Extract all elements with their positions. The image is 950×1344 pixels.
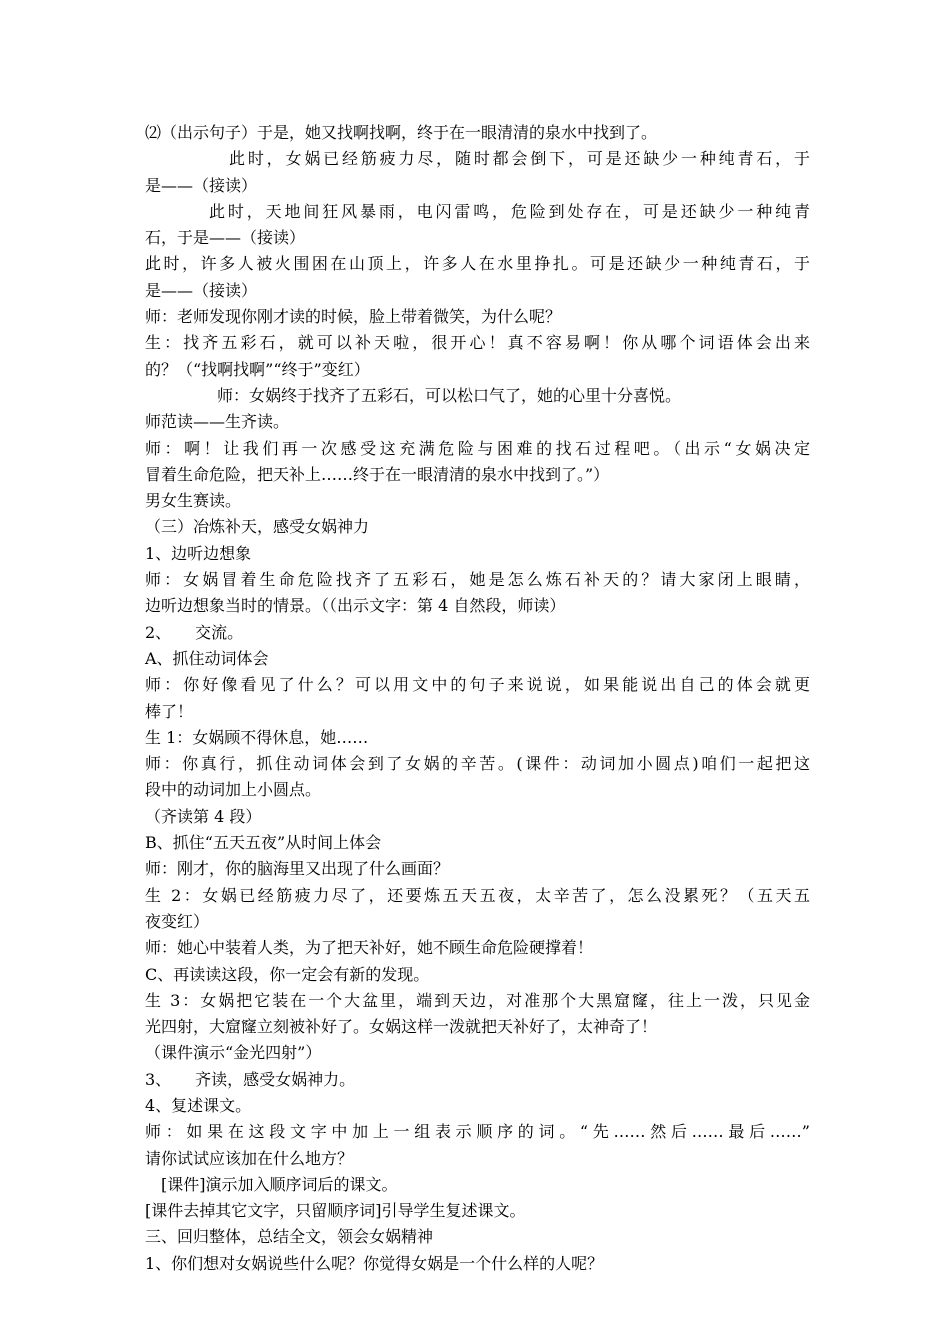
text-line: （齐读第 4 段） bbox=[145, 806, 262, 826]
text-line: 请你试试应该加在什么地方？ bbox=[145, 1148, 354, 1168]
text-line: [课件]演示加入顺序词后的课文。 bbox=[161, 1174, 398, 1194]
text-line: 此时，许多人被火围困在山顶上，许多人在水里挣扎。可是还缺少一种纯青石，于 bbox=[145, 254, 810, 274]
text-line: 此时，天地间狂风暴雨，电闪雷鸣，危险到处存在，可是还缺少一种纯青 bbox=[209, 201, 810, 221]
text-line: 生 3：女娲把它装在一个大盆里，端到天边，对准那个大黑窟窿，往上一泼，只见金 bbox=[145, 990, 810, 1010]
text-line: 夜变红） bbox=[145, 911, 210, 931]
text-line: 师：如果在这段文字中加上一组表示顺序的词。“先……然后……最后……” bbox=[145, 1122, 810, 1142]
text-line: 生 1：女娲顾不得休息，她…… bbox=[145, 727, 369, 747]
text-line: 师：女娲冒着生命危险找齐了五彩石，她是怎么炼石补天的？请大家闭上眼睛， bbox=[145, 570, 810, 590]
text-line: 3、 齐读，感受女娲神力。 bbox=[145, 1069, 356, 1089]
text-line: 4、复述课文。 bbox=[145, 1095, 252, 1115]
text-line: （三）冶炼补天，感受女娲神力 bbox=[145, 517, 370, 537]
text-line: 师：她心中装着人类，为了把天补好，她不顾生命危险硬撑着！ bbox=[145, 938, 594, 958]
text-line: 棒了！ bbox=[145, 701, 194, 721]
text-line: 的？（“找啊找啊”“终于”变红） bbox=[145, 359, 370, 379]
text-line: 边听边想象当时的情景。（（出示文字：第 4 自然段，师读） bbox=[145, 596, 566, 616]
text-line: A、抓住动词体会 bbox=[145, 648, 269, 668]
text-line: 段中的动词加上小圆点。 bbox=[145, 780, 322, 800]
text-line: 此时，女娲已经筋疲力尽，随时都会倒下，可是还缺少一种纯青石，于 bbox=[229, 149, 810, 169]
text-line: ⑵（出示句子）于是，她又找啊找啊，终于在一眼清清的泉水中找到了。 bbox=[145, 123, 658, 142]
text-line: 师：啊！让我们再一次感受这充满危险与困难的找石过程吧。（出示“女娲决定 bbox=[145, 438, 810, 458]
text-line: C、再读读这段，你一定会有新的发现。 bbox=[145, 964, 430, 984]
text-line: 石，于是——（接读） bbox=[145, 228, 306, 248]
text-line: 1、边听边想象 bbox=[145, 543, 252, 563]
text-line: 师：女娲终于找齐了五彩石，可以松口气了，她的心里十分喜悦。 bbox=[217, 385, 682, 405]
text-line: 师范读——生齐读。 bbox=[145, 412, 290, 432]
document-page bbox=[145, 120, 810, 1277]
text-line: （课件演示“金光四射”） bbox=[145, 1043, 322, 1063]
text-line: 师：你真行，抓住动词体会到了女娲的辛苦。(课件：动词加小圆点)咱们一起把这 bbox=[145, 754, 810, 774]
text-line: 冒着生命危险，把天补上……终于在一眼清清的泉水中找到了。”） bbox=[145, 464, 610, 484]
text-line: 生：找齐五彩石，就可以补天啦，很开心！真不容易啊！你从哪个词语体会出来 bbox=[145, 333, 810, 353]
text-line: B、抓住“五天五夜”从时间上体会 bbox=[145, 833, 382, 853]
text-line: 光四射，大窟窿立刻被补好了。女娲这样一泼就把天补好了，太神奇了！ bbox=[145, 1017, 658, 1037]
text-line: 三、回归整体，总结全文，领会女娲精神 bbox=[145, 1227, 434, 1247]
text-line: 师：刚才，你的脑海里又出现了什么画面？ bbox=[145, 859, 450, 879]
text-line: 是——（接读） bbox=[145, 175, 258, 195]
text-line: 生 2：女娲已经筋疲力尽了，还要炼五天五夜，太辛苦了，怎么没累死？（五天五 bbox=[145, 885, 810, 905]
text-line: [课件去掉其它文字，只留顺序词]引导学生复述课文。 bbox=[145, 1201, 526, 1221]
text-line: 男女生赛读。 bbox=[145, 491, 242, 511]
text-line: 师：你好像看见了什么？可以用文中的句子来说说，如果能说出自己的体会就更 bbox=[145, 675, 810, 695]
text-line: 是——（接读） bbox=[145, 280, 258, 300]
text-line: 师：老师发现你刚才读的时候，脸上带着微笑，为什么呢？ bbox=[145, 307, 562, 327]
text-line: 2、 交流。 bbox=[145, 622, 244, 642]
text-line: 1、你们想对女娲说些什么呢？你觉得女娲是一个什么样的人呢？ bbox=[145, 1253, 604, 1273]
